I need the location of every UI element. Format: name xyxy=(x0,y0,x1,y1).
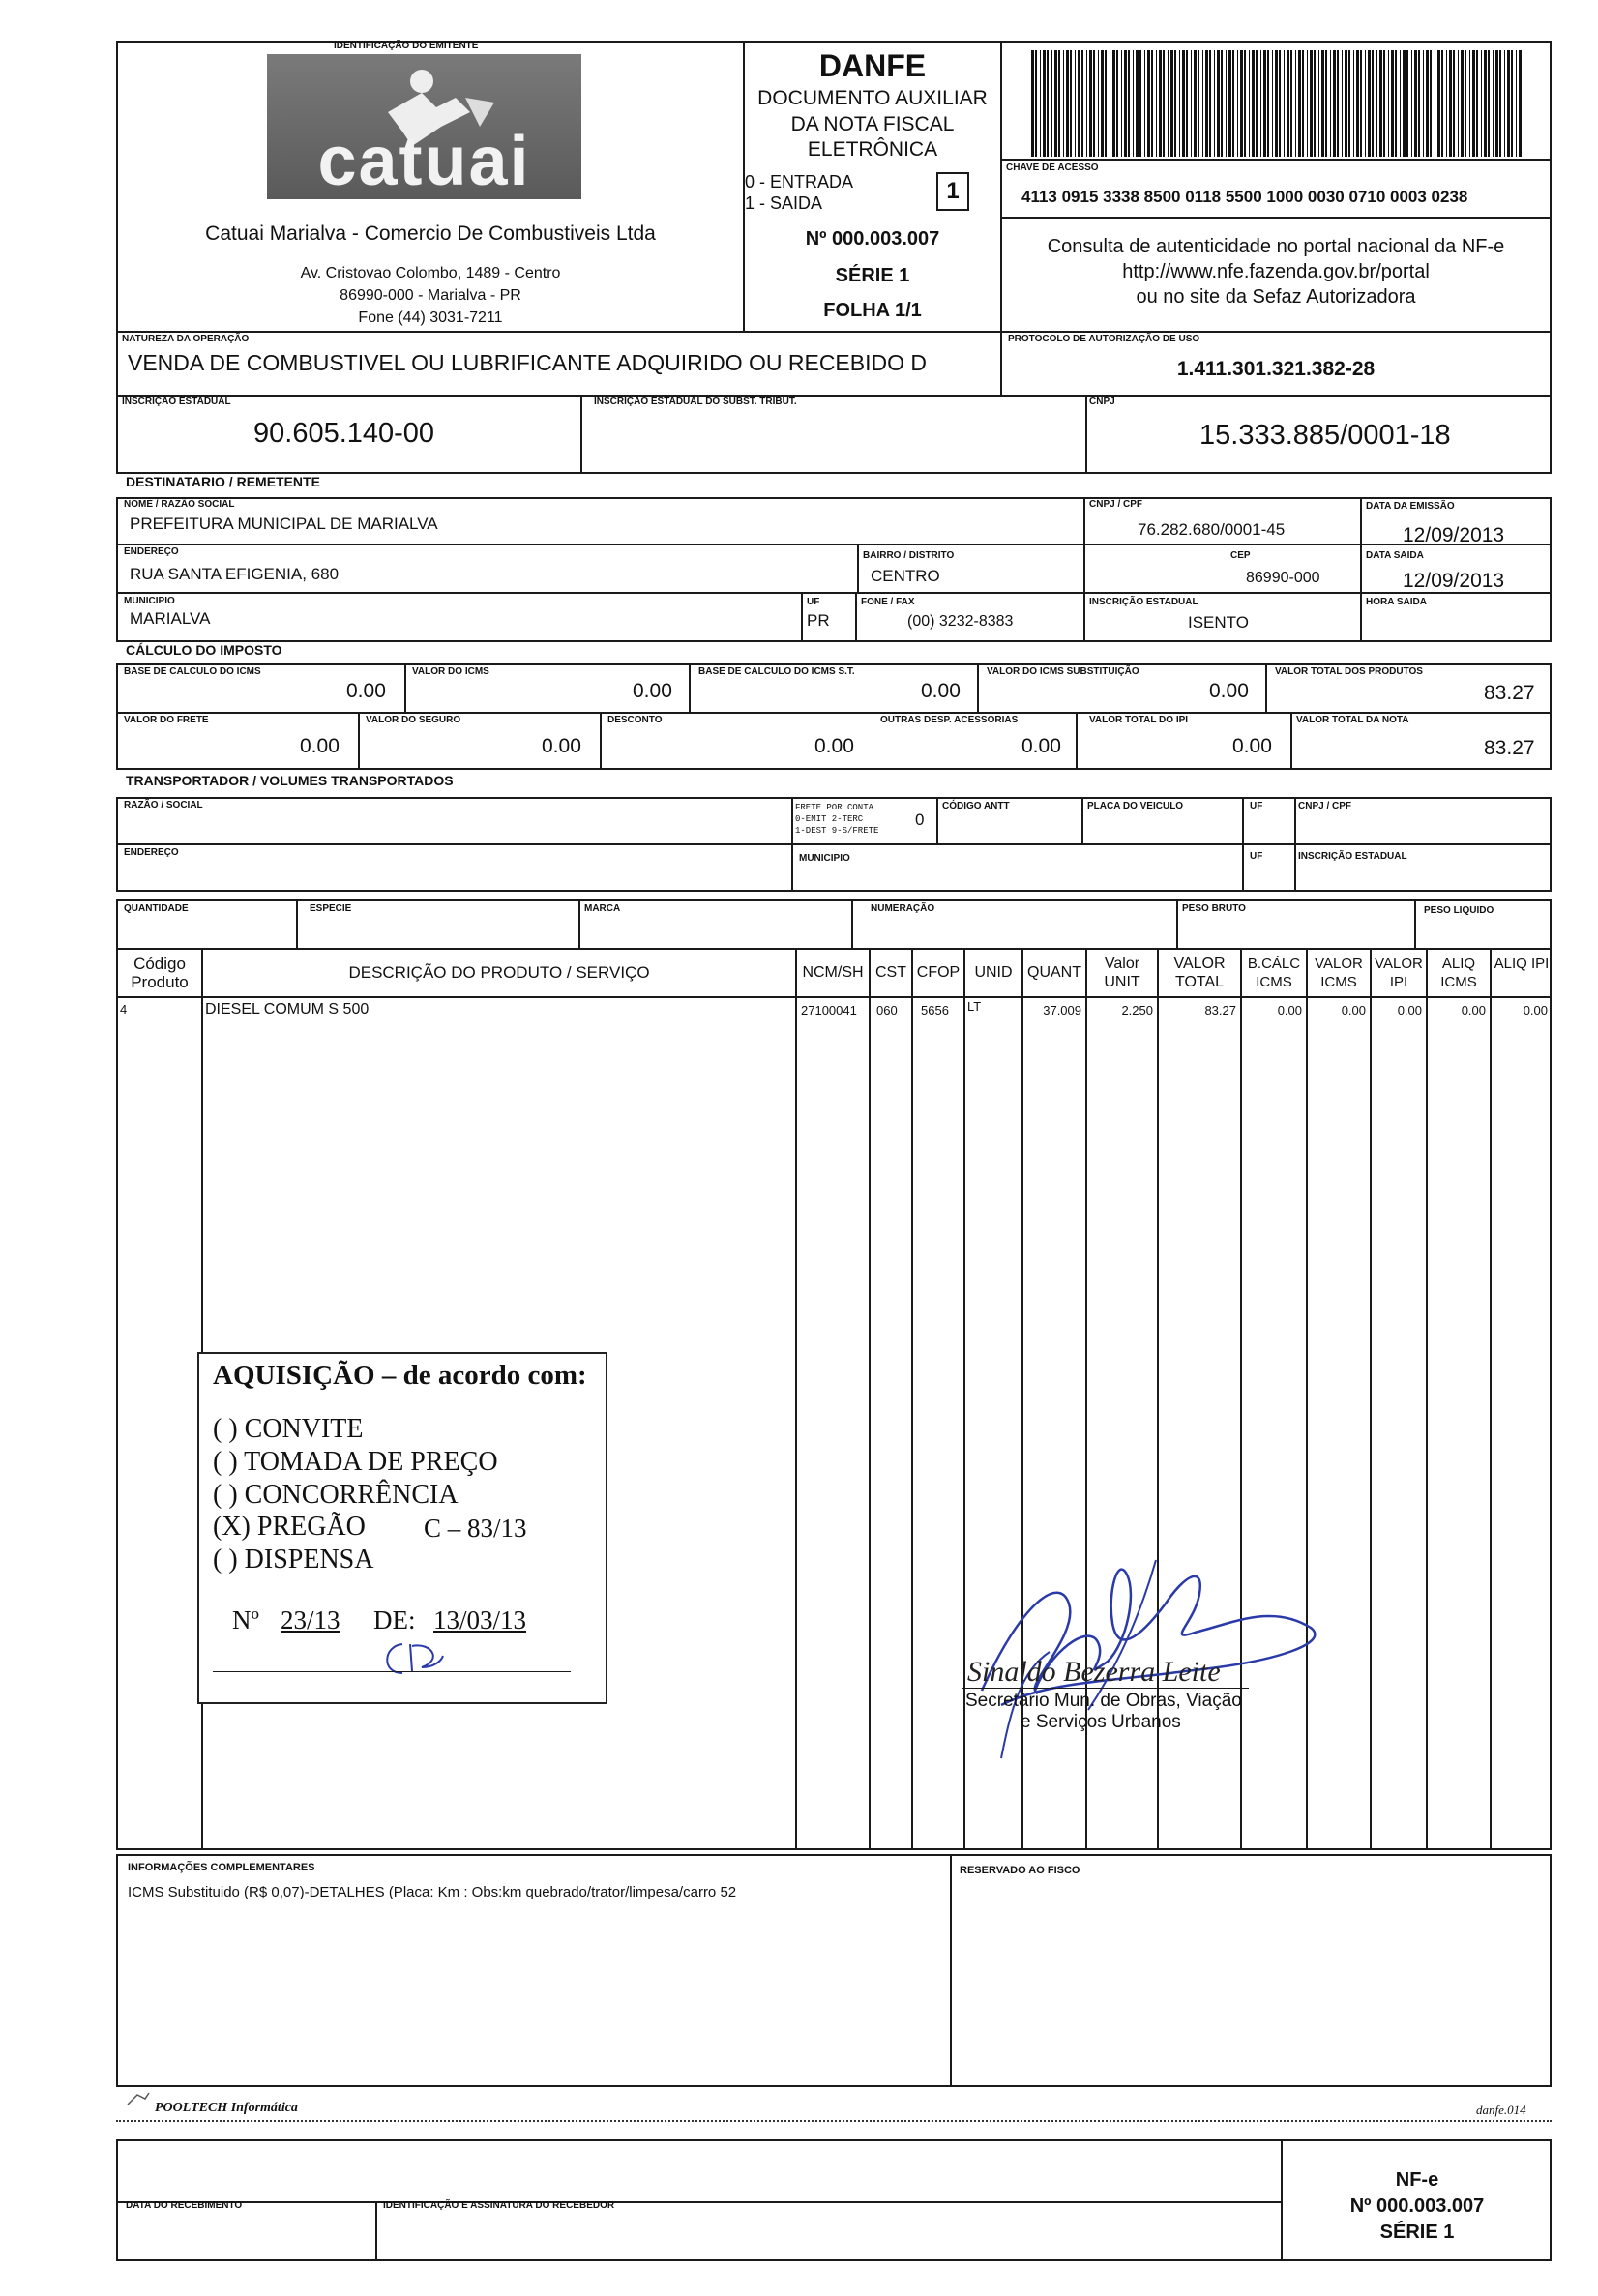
outras: 0.00 xyxy=(1021,735,1061,757)
footer-dotted-line xyxy=(116,2120,1552,2122)
imposto-section: CÁLCULO DO IMPOSTO xyxy=(126,642,282,658)
produtos-header-divider xyxy=(116,996,1552,998)
imp-col-1 xyxy=(404,663,406,712)
transp-ie-label: INSCRIÇÃO ESTADUAL xyxy=(1298,851,1407,862)
base-icms: 0.00 xyxy=(346,680,386,702)
stamp-title: AQUISIÇÃO – de acordo com: xyxy=(213,1360,587,1391)
danfe-serie: SÉRIE 1 xyxy=(835,265,910,286)
dest-nome: PREFEITURA MUNICIPAL DE MARIALVA xyxy=(130,515,438,533)
transp-placa-label: PLACA DO VEICULO xyxy=(1087,801,1184,811)
chave-divider-2 xyxy=(1000,217,1552,219)
stamp-opt-concorrencia: ( ) CONCORRÊNCIA xyxy=(213,1480,459,1510)
ie-label: INSCRIÇÃO ESTADUAL xyxy=(122,397,231,407)
dest-nome-label: NOME / RAZÃO SOCIAL xyxy=(124,499,235,510)
danfe-entrada: 0 - ENTRADA xyxy=(745,172,854,191)
vol-col-3 xyxy=(851,899,853,950)
base-st-label: BASE DE CALCULO DO ICMS S.T. xyxy=(698,666,855,677)
row-0-aipi: 0.00 xyxy=(1523,1003,1548,1017)
dest-emissao-label: DATA DA EMISSÃO xyxy=(1366,501,1455,512)
base-icms-label: BASE DE CALCULO DO ICMS xyxy=(124,666,261,677)
vol-col-2 xyxy=(578,899,580,950)
dest-col-bairro xyxy=(857,544,859,592)
canhoto-ident-label: IDENTIFICAÇÃO E ASSINATURA DO RECEBEDOR xyxy=(383,2200,615,2211)
danfe-folha: FOLHA 1/1 xyxy=(823,300,922,321)
transportador-section: TRANSPORTADOR / VOLUMES TRANSPORTADOS xyxy=(126,773,454,788)
imp-col-5 xyxy=(358,712,360,770)
row-0-quant: 37.009 xyxy=(1043,1003,1081,1017)
pooltech-icon xyxy=(126,2089,151,2108)
transp-municipio-label: MUNICIPIO xyxy=(799,853,850,864)
prod-col-vipi xyxy=(1370,948,1372,1850)
vol-peso-bruto-label: PESO BRUTO xyxy=(1182,903,1246,914)
th-aicms: ALIQ ICMS xyxy=(1440,956,1477,990)
th-aipi: ALIQ IPI xyxy=(1494,956,1550,972)
row-0-codigo: 4 xyxy=(120,1002,128,1016)
chave-consulta-1: Consulta de autenticidade no portal nacional da NF-e xyxy=(1047,236,1505,257)
dest-municipio-label: MUNICIPIO xyxy=(124,596,175,606)
vol-especie-label: ESPECIE xyxy=(310,903,352,914)
emitente-section-label: IDENTIFICAÇÃO DO EMITENTE xyxy=(334,41,479,51)
th-bcicms: B.CÁLC ICMS xyxy=(1247,956,1301,990)
emitente-name: Catuai Marialva - Comercio De Combustiveis Ltda xyxy=(205,222,656,245)
th-vicms: VALOR ICMS xyxy=(1315,956,1363,990)
company-logo xyxy=(267,54,581,199)
stamp-opt-pregao-ref: C – 83/13 xyxy=(424,1514,527,1543)
fisco-label: RESERVADO AO FISCO xyxy=(960,1865,1080,1876)
row-0-vicms: 0.00 xyxy=(1341,1003,1366,1017)
canhoto-serie: SÉRIE 1 xyxy=(1379,2222,1455,2243)
transp-row-divider xyxy=(116,843,1552,845)
valor-icms-label: VALOR DO ICMS xyxy=(412,666,489,677)
row-0-cst: 060 xyxy=(876,1003,898,1017)
vol-numeracao-label: NUMERAÇÃO xyxy=(871,903,935,914)
protocolo-label: PROTOCOLO DE AUTORIZAÇÃO DE USO xyxy=(1008,334,1200,344)
logo-text: catuai xyxy=(317,123,531,200)
dest-uf-label: UF xyxy=(807,597,820,607)
canhoto-nfe: NF-e xyxy=(1395,2169,1439,2191)
transp-uf2-label: UF xyxy=(1250,851,1263,862)
seguro-label: VALOR DO SEGURO xyxy=(366,715,461,725)
info-text: ICMS Substituido (R$ 0,07)-DETALHES (Placa: Km : Obs:km quebrado/trator/limpesa/carro 52 xyxy=(128,1884,737,1900)
vol-col-1 xyxy=(296,899,298,950)
stamp-initials-signature xyxy=(373,1634,451,1683)
natureza-value: VENDA DE COMBUSTIVEL OU LUBRIFICANTE ADQUIRIDO OU RECEBIDO D xyxy=(128,350,928,375)
dest-hora-label: HORA SAIDA xyxy=(1366,597,1427,607)
dest-bairro-label: BAIRRO / DISTRITO xyxy=(863,550,955,561)
dest-row-divider-2 xyxy=(116,592,1552,594)
total-prod: 83.27 xyxy=(1484,682,1535,704)
stamp-opt-pregao: (X) PREGÃO xyxy=(213,1512,366,1542)
th-vipi: VALOR IPI xyxy=(1375,956,1423,990)
transp-col-placa xyxy=(1081,797,1083,843)
row-0-ncm: 27100041 xyxy=(801,1003,857,1017)
row-0-aicms: 0.00 xyxy=(1461,1003,1486,1017)
dest-ie: ISENTO xyxy=(1188,613,1249,632)
transp-frete-l3: 1-DEST 9-S/FRETE xyxy=(795,826,879,836)
chave-divider xyxy=(1000,159,1552,161)
seguro: 0.00 xyxy=(542,735,581,757)
vol-peso-liquido-label: PESO LIQUIDO xyxy=(1424,905,1494,916)
transp-col-frete xyxy=(791,797,793,892)
signer-name: Sinaldo Bezerra Leite xyxy=(967,1656,1221,1688)
row-0-cfop: 5656 xyxy=(921,1003,949,1017)
imp-col-6 xyxy=(600,712,602,770)
frete-label: VALOR DO FRETE xyxy=(124,715,209,725)
signer-role-1: Secretário Mun. de Obras, Viação xyxy=(965,1691,1242,1711)
row-0-unid: LT xyxy=(967,999,982,1014)
valor-icms: 0.00 xyxy=(633,680,672,702)
valor-st-label: VALOR DO ICMS SUBSTITUIÇÃO xyxy=(987,666,1139,677)
signer-role-2: e Serviços Urbanos xyxy=(1021,1712,1181,1732)
stamp-opt-tomada: ( ) TOMADA DE PREÇO xyxy=(213,1447,498,1477)
stamp-num: 23/13 xyxy=(281,1605,340,1634)
info-label: INFORMAÇÕES COMPLEMENTARES xyxy=(128,1862,315,1873)
dest-bairro: CENTRO xyxy=(871,567,940,585)
dest-ie-label: INSCRIÇÃO ESTADUAL xyxy=(1089,597,1198,607)
frete: 0.00 xyxy=(300,735,340,757)
th-codigo: Código Produto xyxy=(131,955,189,991)
dest-cnpj-label: CNPJ / CPF xyxy=(1089,499,1143,510)
ie-value: 90.605.140-00 xyxy=(253,418,435,449)
dest-row-divider-1 xyxy=(116,544,1552,545)
stamp-date-label: DE: xyxy=(373,1605,416,1634)
row-0-vtotal: 83.27 xyxy=(1204,1003,1236,1017)
dest-municipio: MARIALVA xyxy=(130,609,211,628)
total-nota-label: VALOR TOTAL DA NOTA xyxy=(1296,715,1409,725)
transp-col-uf xyxy=(1242,797,1244,892)
transp-cnpj-label: CNPJ / CPF xyxy=(1298,801,1352,811)
dest-cep: 86990-000 xyxy=(1246,570,1320,586)
row-0-vipi: 0.00 xyxy=(1397,1003,1422,1017)
destinatario-section: DESTINATARIO / REMETENTE xyxy=(126,474,320,489)
danfe-tipo-box: 1 xyxy=(936,172,969,211)
vol-quantidade-label: QUANTIDADE xyxy=(124,903,189,914)
stamp-signature-line xyxy=(213,1671,571,1672)
acquisition-stamp xyxy=(197,1352,607,1704)
base-st: 0.00 xyxy=(921,680,961,702)
total-nota: 83.27 xyxy=(1484,737,1535,759)
desconto: 0.00 xyxy=(814,735,854,757)
dest-fone: (00) 3232-8383 xyxy=(907,613,1014,630)
ie-st-label: INSCRIÇÃO ESTADUAL DO SUBST. TRIBUT. xyxy=(594,397,797,407)
th-vunit: Valor UNIT xyxy=(1104,956,1140,990)
dest-cep-label: CEP xyxy=(1230,550,1251,561)
transp-razao-label: RAZÃO / SOCIAL xyxy=(124,800,203,810)
natureza-label: NATUREZA DA OPERAÇÃO xyxy=(122,334,250,344)
ipi: 0.00 xyxy=(1232,735,1272,757)
dest-col-fone xyxy=(855,592,857,642)
desconto-label: DESCONTO xyxy=(607,715,663,725)
chave-consulta-2: http://www.nfe.fazenda.gov.br/portal xyxy=(1122,261,1430,282)
canhoto-col-1 xyxy=(375,2201,377,2261)
row-0-descricao: DIESEL COMUM S 500 xyxy=(205,1001,370,1017)
emitente-phone: Fone (44) 3031-7211 xyxy=(358,309,503,326)
danfe-subtitle-3: ELETRÔNICA xyxy=(807,138,938,161)
outras-label: OUTRAS DESP. ACESSORIAS xyxy=(880,715,1019,725)
prod-col-cst xyxy=(869,948,871,1850)
imp-col-7 xyxy=(1076,712,1078,770)
transp-frete-l2: 0-EMIT 2-TERC xyxy=(795,814,864,824)
imp-col-4 xyxy=(1265,663,1267,712)
cnpj-emitente-label: CNPJ xyxy=(1089,397,1115,407)
imp-col-2 xyxy=(689,663,691,712)
transp-antt-label: CÓDIGO ANTT xyxy=(942,801,1010,811)
dest-endereco-label: ENDEREÇO xyxy=(124,546,179,557)
transp-frete-value: 0 xyxy=(915,810,925,829)
prod-col-ncm xyxy=(795,948,797,1850)
protocolo-value: 1.411.301.321.382-28 xyxy=(1176,358,1376,380)
dest-cnpj: 76.282.680/0001-45 xyxy=(1138,520,1286,539)
dest-fone-label: FONE / FAX xyxy=(861,597,915,607)
prod-col-aicms xyxy=(1426,948,1428,1850)
vol-col-5 xyxy=(1414,899,1416,950)
canhoto-numero: Nº 000.003.007 xyxy=(1349,2195,1485,2217)
danfe-subtitle-1: DOCUMENTO AUXILIAR xyxy=(757,87,988,109)
dest-saida: 12/09/2013 xyxy=(1403,570,1505,592)
th-unid: UNID xyxy=(974,964,1013,981)
row-0-bcicms: 0.00 xyxy=(1277,1003,1302,1017)
danfe-title: DANFE xyxy=(818,48,927,83)
th-quant: QUANT xyxy=(1027,964,1081,981)
stamp-num-label: Nº xyxy=(232,1605,259,1634)
chave-label: CHAVE DE ACESSO xyxy=(1006,162,1099,173)
dest-col-date xyxy=(1360,497,1362,642)
canhoto-divider xyxy=(116,2201,1281,2203)
signer-underline xyxy=(962,1688,1249,1689)
stamp-opt-dispensa: ( ) DISPENSA xyxy=(213,1545,374,1575)
emitente-cep-city: 86990-000 - Marialva - PR xyxy=(340,287,521,304)
danfe-saida: 1 - SAIDA xyxy=(745,193,823,213)
danfe-numero: Nº 000.003.007 xyxy=(805,228,940,250)
cnpj-emitente-value: 15.333.885/0001-18 xyxy=(1199,420,1451,451)
barcode-icon xyxy=(1027,50,1530,157)
dest-uf: PR xyxy=(807,611,830,630)
transp-col-antt xyxy=(936,797,938,843)
danfe-subtitle-2: DA NOTA FISCAL xyxy=(790,113,955,135)
row-0-vunit: 2.250 xyxy=(1121,1003,1153,1017)
transp-col-cnpj xyxy=(1294,797,1296,892)
transp-uf-label: UF xyxy=(1250,801,1263,811)
chave-value: 4113 0915 3338 8500 0118 5500 1000 0030 0710 0003 0238 xyxy=(1021,188,1468,206)
transp-endereco-label: ENDEREÇO xyxy=(124,847,179,858)
stamp-opt-convite: ( ) CONVITE xyxy=(213,1414,364,1444)
prod-col-cfop xyxy=(911,948,913,1850)
footer-form-code: danfe.014 xyxy=(1476,2103,1526,2117)
dest-col-cnpj xyxy=(1083,497,1085,642)
dest-emissao: 12/09/2013 xyxy=(1403,524,1505,546)
vol-col-4 xyxy=(1176,899,1178,950)
imposto-row-divider xyxy=(116,712,1552,714)
prod-col-aipi xyxy=(1490,948,1492,1850)
stamp-date: 13/03/13 xyxy=(433,1605,527,1634)
emitente-address: Av. Cristovao Colombo, 1489 - Centro xyxy=(300,265,561,281)
th-descricao: DESCRIÇÃO DO PRODUTO / SERVIÇO xyxy=(348,963,650,982)
th-cst: CST xyxy=(875,964,906,981)
ipi-label: VALOR TOTAL DO IPI xyxy=(1089,715,1189,725)
fisco-box xyxy=(950,1854,1552,2087)
th-vtotal: VALOR TOTAL xyxy=(1173,956,1226,990)
transp-frete-l1: FRETE POR CONTA xyxy=(795,803,874,812)
dest-saida-label: DATA SAIDA xyxy=(1366,550,1424,561)
dest-endereco: RUA SANTA EFIGENIA, 680 xyxy=(130,565,340,583)
vol-marca-label: MARCA xyxy=(584,903,621,914)
th-ncm: NCM/SH xyxy=(802,964,864,981)
dest-col-uf xyxy=(801,592,803,642)
th-cfop: CFOP xyxy=(916,964,961,981)
imp-col-8 xyxy=(1290,712,1292,770)
total-prod-label: VALOR TOTAL DOS PRODUTOS xyxy=(1275,666,1423,677)
imp-col-3 xyxy=(977,663,979,712)
canhoto-data-label: DATA DO RECEBIMENTO xyxy=(126,2200,243,2211)
footer-vendor: POOLTECH Informática xyxy=(155,2101,298,2115)
chave-consulta-3: ou no site da Sefaz Autorizadora xyxy=(1136,286,1416,308)
valor-st: 0.00 xyxy=(1209,680,1249,702)
